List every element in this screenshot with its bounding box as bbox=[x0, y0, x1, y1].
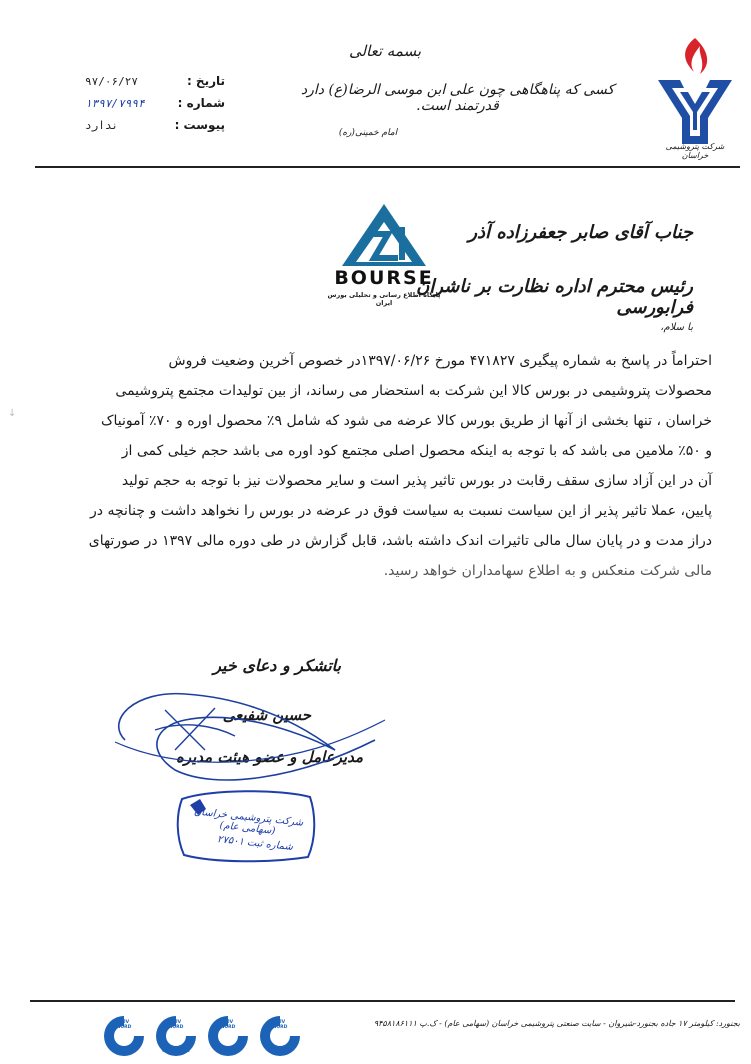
cert-bottom-label: ISO 14001 bbox=[217, 1048, 239, 1053]
body-line: و ۵۰٪ ملامین می باشد که با توجه به اینکه محصول اصلی مجتمع کود اوره می باشد حجم خیلی کمی از bbox=[121, 443, 712, 459]
body-line: آن در این آزاد سازی سقف رقابت در بورس تاثیر پذیر است و سایر محصولات نیز با توجه به حجم تولید bbox=[121, 473, 712, 489]
cert-badge bbox=[256, 1012, 304, 1060]
stamp-registration: شماره ثبت ۲۷۵۰۱ bbox=[216, 834, 294, 853]
signer-name: حسین شفیعی bbox=[222, 706, 311, 724]
cert-top-label: TÜV NORD bbox=[272, 1020, 288, 1030]
cert-badge bbox=[152, 1012, 200, 1060]
meta-attachment-row bbox=[85, 114, 225, 136]
bourse-logo-subtitle: پایگاه اطلاع رسانی و تحلیلی بورس ایران bbox=[327, 291, 441, 307]
body-line: دراز مدت و در پایان سال مالی تاثیرات اندک داشته باشد، قابل گزارش در طی دوره مالی ۱۳۹۷ در صورتهای bbox=[88, 533, 712, 549]
attachment-label: پیوست : bbox=[174, 118, 225, 132]
date-value: ۹۷/۰۶/۲۷ bbox=[85, 74, 138, 88]
stamp-text: شرکت پتروشیمی خراسان (سهامی عام) bbox=[193, 806, 304, 837]
addressee-name: جناب آقای صابر جعفرزاده آذر bbox=[468, 222, 693, 243]
addressee-title: رئیس محترم اداره نظارت بر ناشران فرابورسی bbox=[416, 276, 693, 318]
letter-body bbox=[50, 346, 712, 586]
meta-number-row bbox=[85, 92, 225, 114]
header-divider bbox=[35, 166, 740, 169]
cert-bottom-label: ISO 9001 bbox=[114, 1048, 134, 1053]
cert-badge bbox=[204, 1012, 252, 1060]
bourse-logo-name: BOURSE bbox=[334, 267, 434, 289]
certification-badges bbox=[100, 1012, 300, 1060]
cert-top-label: TÜV NORD bbox=[116, 1020, 132, 1030]
cert-top-label: TÜV NORD bbox=[220, 1020, 236, 1030]
attachment-value: ندارد bbox=[85, 118, 119, 132]
company-logo-caption: شرکت پتروشیمی خراسان bbox=[665, 142, 725, 160]
cert-bottom-label: ISO 50001 bbox=[269, 1048, 291, 1053]
letter-meta bbox=[85, 70, 225, 136]
date-label: تاریخ : bbox=[186, 74, 225, 88]
signer-title: مدیرعامل و عضو هیئت مدیره bbox=[175, 748, 363, 766]
cert-badge bbox=[100, 1012, 148, 1060]
footer-divider bbox=[30, 1000, 735, 1003]
meta-date-row bbox=[85, 70, 225, 92]
company-logo bbox=[650, 32, 740, 157]
closing-line: باتشکر و دعای خیر bbox=[213, 656, 341, 675]
body-line: خراسان ، تنها بخشی از آنها از طریق بورس کالا عرضه می شود که شامل ۹٪ محصول اوره و ۷۰٪ آمونیاک bbox=[100, 413, 712, 429]
handwritten-signature bbox=[95, 680, 395, 800]
number-label: شماره : bbox=[177, 96, 225, 110]
footer-address: بجنورد: کیلومتر ۱۷ جاده بجنورد-شیروان - سایت صنعتی پتروشیمی خراسان (سهامی عام) - ک.پ ۹۴۵۸۱۸۶۱۱۱ bbox=[373, 1019, 740, 1028]
cert-top-label: TÜV NORD bbox=[168, 1020, 184, 1030]
body-line: محصولات پتروشیمی در بورس کالا این شرکت به استحضار می رساند، از بین تولیدات مجتمع پتروشیمی bbox=[115, 383, 712, 399]
body-line: احتراماً در پاسخ به شماره پیگیری ۴۷۱۸۲۷ مورخ ۱۳۹۷/۰۶/۲۶در خصوص آخرین وضعیت فروش bbox=[168, 353, 712, 369]
body-line: مالی شرکت منعکس و به اطلاع سهامداران خواهد رسید. bbox=[383, 563, 712, 579]
margin-mark: ↓ bbox=[8, 408, 17, 419]
header-quote: کسی که پناهگاهی چون علی ابن موسی الرضا(ع) دارد قدرتمند است. bbox=[300, 82, 615, 114]
salutation: با سلام، bbox=[660, 322, 693, 333]
basmala-heading: بسمه تعالی bbox=[348, 42, 422, 60]
cert-bottom-label: OHSAS 18001 bbox=[161, 1048, 191, 1053]
quote-author: امام خمینی(ره) bbox=[338, 128, 398, 138]
number-value: ۱۳۹۷/۷۹۹۴ bbox=[85, 96, 145, 110]
body-line: پایین، عملا تاثیر پذیر از این سیاست نسبت به سیاست فوق در عرضه در بورس را نخواهد داشت و چنانچه در bbox=[90, 503, 712, 519]
